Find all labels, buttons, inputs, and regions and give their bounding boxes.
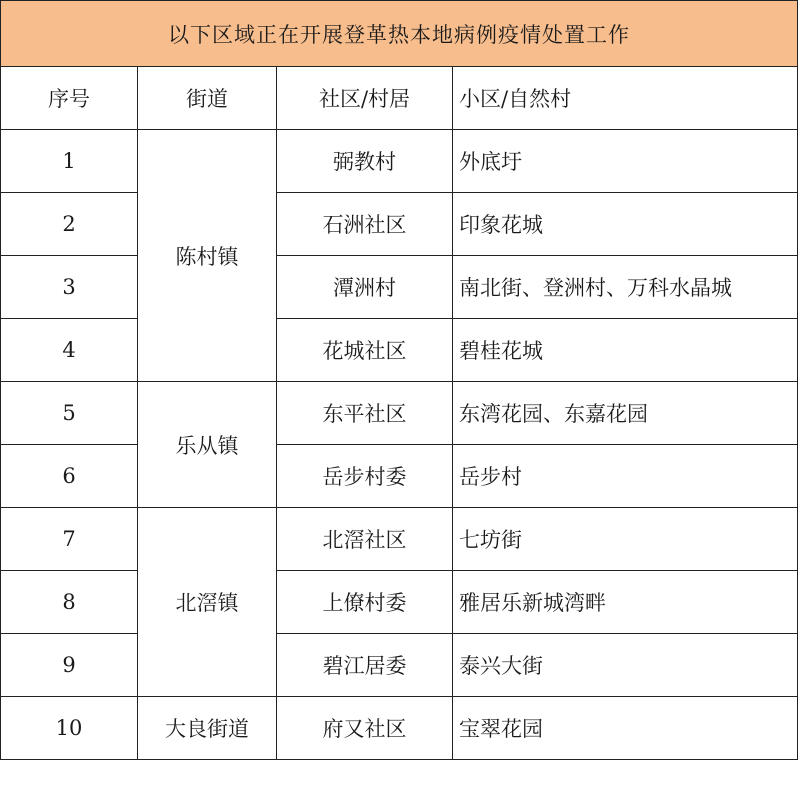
- estate-cell: 碧桂花城: [453, 319, 798, 382]
- serial-no-cell: 10: [1, 697, 138, 760]
- table-row: [1, 382, 798, 445]
- street-cell: 陈村镇: [138, 130, 277, 382]
- community-cell: 石洲社区: [277, 193, 453, 256]
- street-cell: 大良街道: [138, 697, 277, 760]
- table-body: [1, 1, 798, 760]
- community-cell: 岳步村委: [277, 445, 453, 508]
- community-cell: 北滘社区: [277, 508, 453, 571]
- header-row: [1, 67, 798, 130]
- estate-cell: 岳步村: [453, 445, 798, 508]
- community-cell: 碧江居委: [277, 634, 453, 697]
- community-cell: 府又社区: [277, 697, 453, 760]
- table-row: [1, 256, 798, 319]
- header-community: 社区/村居: [277, 67, 453, 130]
- serial-no-cell: 4: [1, 319, 138, 382]
- table-row: [1, 634, 798, 697]
- header-estate: 小区/自然村: [453, 67, 798, 130]
- community-cell: 上僚村委: [277, 571, 453, 634]
- serial-no-cell: 2: [1, 193, 138, 256]
- community-cell: 弼教村: [277, 130, 453, 193]
- serial-no-cell: 8: [1, 571, 138, 634]
- estate-cell: 印象花城: [453, 193, 798, 256]
- title-row: [1, 1, 798, 67]
- serial-no-cell: 3: [1, 256, 138, 319]
- table-row: [1, 508, 798, 571]
- table-row: [1, 697, 798, 760]
- estate-cell: 七坊街: [453, 508, 798, 571]
- serial-no-cell: 7: [1, 508, 138, 571]
- estate-cell: 外底圩: [453, 130, 798, 193]
- estate-cell: 雅居乐新城湾畔: [453, 571, 798, 634]
- estate-cell: 南北街、登洲村、万科水晶城: [453, 256, 798, 319]
- table-row: [1, 193, 798, 256]
- serial-no-cell: 5: [1, 382, 138, 445]
- serial-no-cell: 6: [1, 445, 138, 508]
- table-row: [1, 130, 798, 193]
- table-row: [1, 319, 798, 382]
- community-cell: 花城社区: [277, 319, 453, 382]
- street-cell: 北滘镇: [138, 508, 277, 697]
- community-cell: 东平社区: [277, 382, 453, 445]
- estate-cell: 宝翠花园: [453, 697, 798, 760]
- serial-no-cell: 1: [1, 130, 138, 193]
- header-serial-no: 序号: [1, 67, 138, 130]
- serial-no-cell: 9: [1, 634, 138, 697]
- street-cell: 乐从镇: [138, 382, 277, 508]
- header-street: 街道: [138, 67, 277, 130]
- table-row: [1, 571, 798, 634]
- table-row: [1, 445, 798, 508]
- community-cell: 潭洲村: [277, 256, 453, 319]
- table-title: 以下区域正在开展登革热本地病例疫情处置工作: [1, 1, 798, 67]
- estate-cell: 泰兴大街: [453, 634, 798, 697]
- estate-cell: 东湾花园、东嘉花园: [453, 382, 798, 445]
